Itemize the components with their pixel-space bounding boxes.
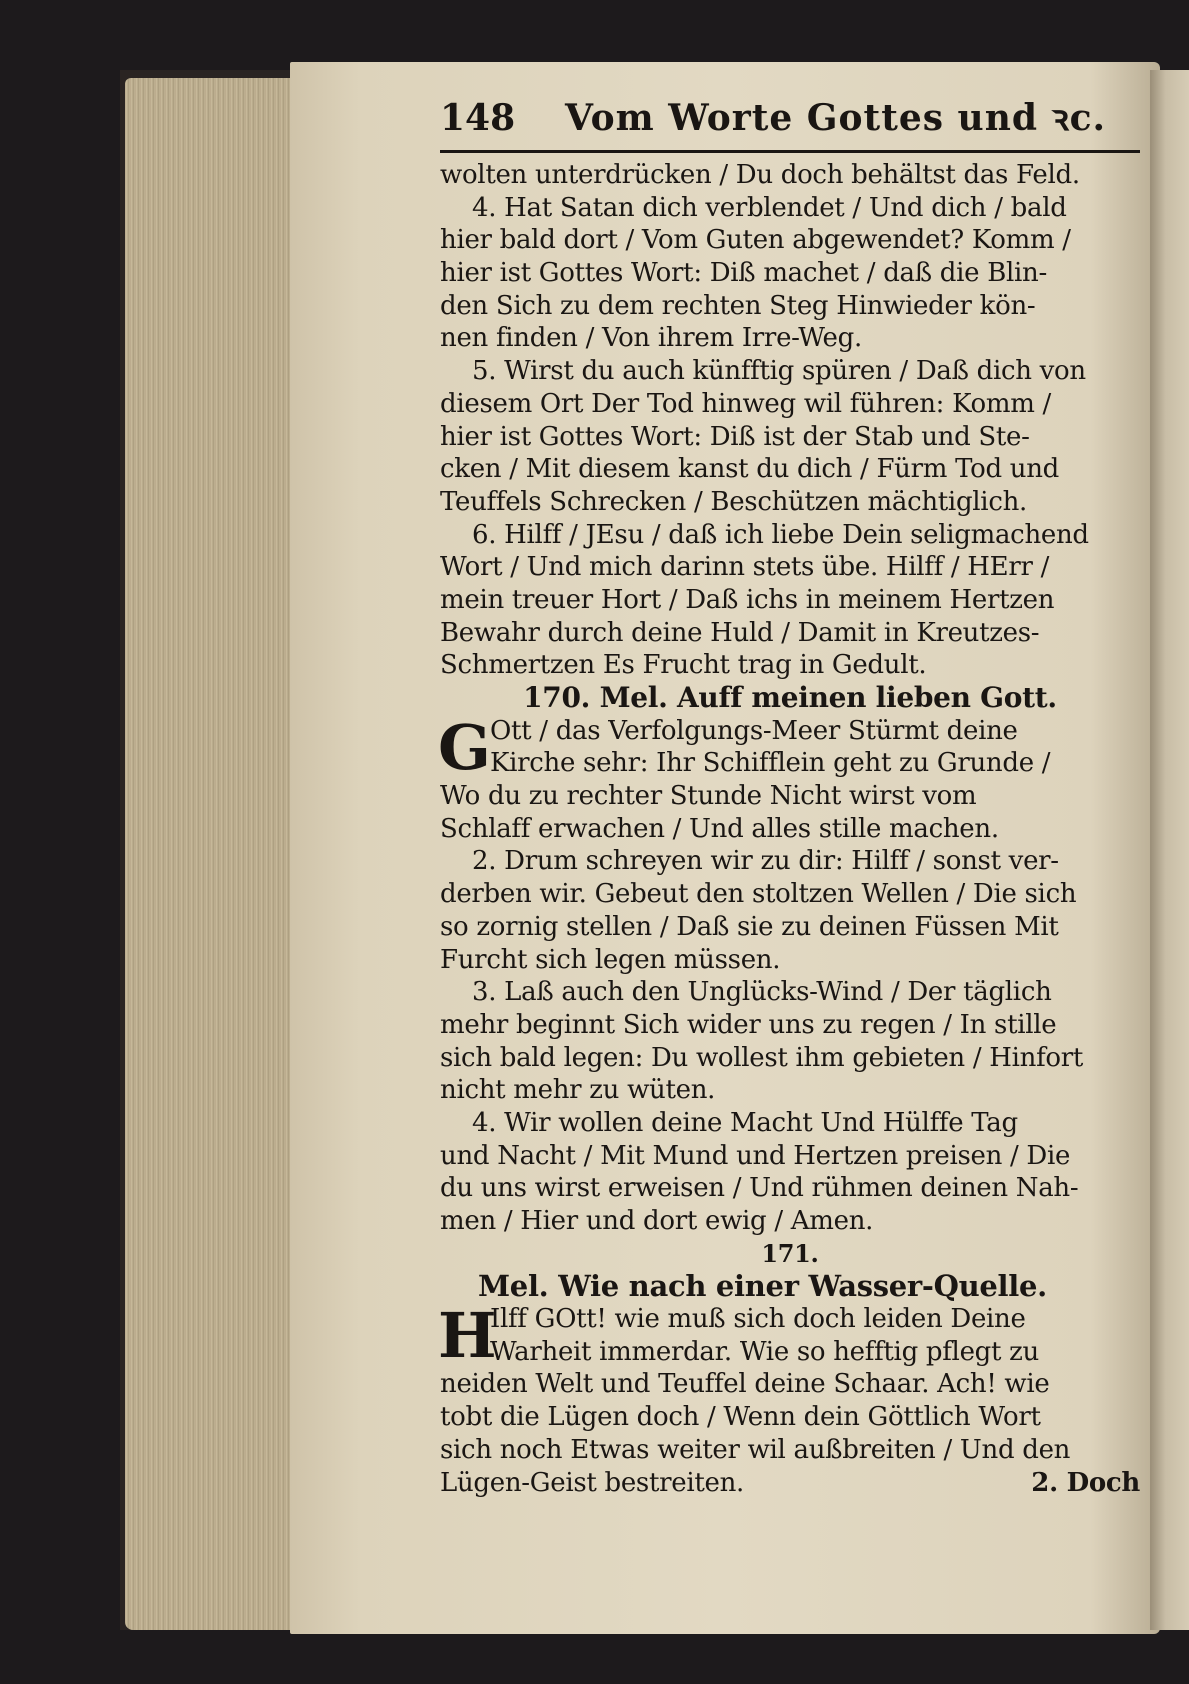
page-edges bbox=[125, 78, 295, 1630]
text-line: 2. Drum schreyen wir zu dir: Hilff / sonst ver- bbox=[472, 846, 1059, 877]
text-line: hier bald dort / Vom Guten abgewendet? Komm / bbox=[440, 225, 1071, 256]
text-line: Warheit immerdar. Wie so hefftig pflegt zu bbox=[490, 1336, 1039, 1367]
hymn-171-number: 171. bbox=[761, 1238, 819, 1268]
text-line: Kirche sehr: Ihr Schifflein geht zu Grunde / bbox=[490, 748, 1051, 779]
text-line: Ott / das Verfolgungs-Meer Stürmt deine bbox=[490, 715, 1018, 746]
text-line: Lügen-Geist bestreiten. bbox=[440, 1467, 744, 1498]
text-line: Bewahr durch deine Huld / Damit in Kreutzes- bbox=[440, 617, 1040, 648]
page-header bbox=[440, 92, 1140, 153]
text-line: Ilff GOtt! wie muß sich doch leiden Deine bbox=[490, 1304, 1026, 1335]
text-line: 6. Hilff / JEsu / daß ich liebe Dein seligmachend bbox=[472, 519, 1089, 550]
text-line: Schmertzen Es Frucht trag in Gedult. bbox=[440, 650, 927, 681]
page-number: 148 bbox=[440, 97, 516, 139]
text-line: Wo du zu rechter Stunde Nicht wirst vom bbox=[440, 781, 977, 812]
text-line: hier ist Gottes Wort: Diß ist der Stab und Ste- bbox=[440, 421, 1030, 452]
drop-cap: G bbox=[438, 710, 491, 784]
text-line: mehr beginnt Sich wider uns zu regen / In stille bbox=[440, 1009, 1057, 1040]
page-body bbox=[440, 159, 1140, 1499]
text-line: hier ist Gottes Wort: Diß machet / daß die Blin- bbox=[440, 258, 1047, 289]
running-title: Vom Worte Gottes und ꝛc. bbox=[565, 97, 1107, 139]
text-line: du uns wirst erweisen / Und rühmen deinen Nah- bbox=[440, 1173, 1079, 1204]
text-line: tobt die Lügen doch / Wenn dein Göttlich Wort bbox=[440, 1402, 1041, 1433]
text-line: den Sich zu dem rechten Steg Hinwieder kön- bbox=[440, 290, 1036, 321]
drop-cap: H bbox=[438, 1299, 497, 1373]
hymn-170-heading: 170. Mel. Auff meinen lieben Gott. bbox=[523, 681, 1057, 714]
page-text bbox=[440, 92, 1140, 1499]
text-line: nicht mehr zu wüten. bbox=[440, 1075, 716, 1106]
text-line: Furcht sich legen müssen. bbox=[440, 944, 781, 975]
text-line: derben wir. Gebeut den stoltzen Wellen / Die sich bbox=[440, 879, 1077, 910]
text-line: mein treuer Hort / Daß ichs in meinem Hertzen bbox=[440, 584, 1055, 615]
catchword: 2. Doch bbox=[1031, 1467, 1140, 1498]
text-line: Schlaff erwachen / Und alles stille machen. bbox=[440, 813, 999, 844]
hymn-171-melody: Mel. Wie nach einer Wasser-Quelle. bbox=[478, 1269, 1047, 1304]
text-line: nen finden / Von ihrem Irre-Weg. bbox=[440, 323, 862, 354]
text-line: und Nacht / Mit Mund und Hertzen preisen / Die bbox=[440, 1140, 1071, 1171]
text-line: sich bald legen: Du wollest ihm gebieten / Hinfort bbox=[440, 1042, 1084, 1073]
last-line bbox=[440, 1467, 1140, 1500]
text-line: so zornig stellen / Daß sie zu deinen Füssen Mit bbox=[440, 911, 1059, 942]
text-line: neiden Welt und Teuffel deine Schaar. Ach! wie bbox=[440, 1369, 1050, 1400]
text-line: sich noch Etwas weiter wil außbreiten / Und den bbox=[440, 1434, 1071, 1465]
text-line: wolten unterdrücken / Du doch behältst das Feld. bbox=[440, 160, 1080, 190]
text-line: diesem Ort Der Tod hinweg wil führen: Komm / bbox=[440, 388, 1051, 419]
text-line: Wort / Und mich darinn stets übe. Hilff / HErr / bbox=[440, 552, 1050, 583]
text-line: Teuffels Schrecken / Beschützen mächtiglich. bbox=[440, 486, 1027, 517]
text-line: 4. Hat Satan dich verblendet / Und dich / bald bbox=[472, 192, 1067, 223]
text-line: 5. Wirst du auch künfftig spüren / Daß dich von bbox=[472, 356, 1086, 387]
facing-page-edge bbox=[1150, 70, 1189, 1630]
text-line: men / Hier und dort ewig / Amen. bbox=[440, 1206, 874, 1236]
text-line: 3. Laß auch den Unglücks-Wind / Der täglich bbox=[472, 977, 1052, 1008]
text-line: cken / Mit diesem kanst du dich / Fürm Tod und bbox=[440, 454, 1059, 485]
text-line: 4. Wir wollen deine Macht Und Hülffe Tag bbox=[472, 1107, 1018, 1138]
